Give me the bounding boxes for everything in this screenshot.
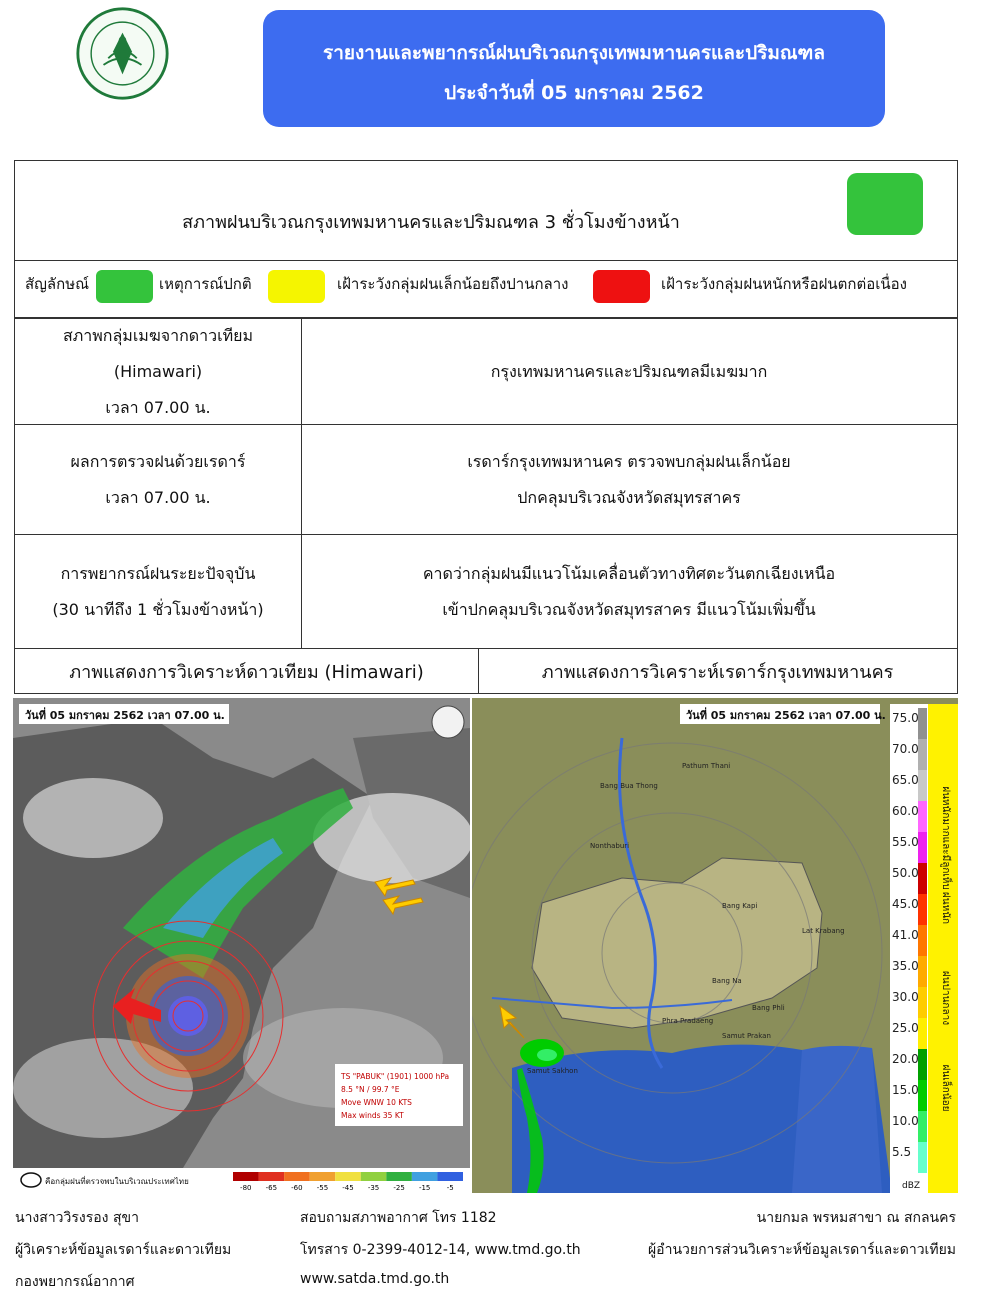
rain-status-heading: สภาพฝนบริเวณกรุงเทพมหานครและปริมณฑล 3 ชั่วโมงข้างหน้า [182, 212, 680, 233]
legend-label-light-moderate: เฝ้าระวังกลุ่มฝนเล็กน้อยถึงปานกลาง [337, 275, 569, 293]
radar-image-heading: ภาพแสดงการวิเคราะห์เรดาร์กรุงเทพมหานคร [541, 661, 894, 683]
radar-scale-swatch [918, 1080, 927, 1111]
radar-scale-label: 10.0 [892, 1114, 919, 1128]
satellite-scale-label: -55 [316, 1184, 329, 1192]
row-label-line: เวลา 07.00 น. [105, 487, 211, 507]
symbol-legend [14, 260, 958, 318]
row-value-line: คาดว่ากลุ่มฝนมีแนวโน้มเคลื่อนตัวทางทิศตะวันตกเฉียงเหนือ [422, 563, 836, 583]
satellite-image-heading: ภาพแสดงการวิเคราะห์ดาวเทียม (Himawari) [15, 649, 479, 693]
radar-category-label: ฝนหนัก [940, 891, 951, 925]
radar-scale-label: 41.0 [892, 928, 919, 942]
radar-scale-label: 25.0 [892, 1021, 919, 1035]
row-label-line: (Himawari) [113, 361, 203, 381]
satellite-scale-swatch [259, 1172, 285, 1181]
radar-scale-swatch [918, 956, 927, 987]
radar-scale-unit: dBZ [902, 1181, 921, 1191]
radar-scale-label: 65.0 [892, 773, 919, 787]
image-headers [14, 648, 958, 694]
seal-icon [432, 706, 464, 738]
satellite-scale-swatch [412, 1172, 438, 1181]
row-value [301, 319, 957, 424]
status-indicator-green [847, 173, 923, 235]
contact-fax-website: โทรสาร 0-2399-4012-14, www.tmd.go.th [300, 1242, 581, 1258]
satellite-scale-label: -5 [446, 1184, 454, 1192]
analyst-name: นางสาววิรงรอง สุขา [15, 1210, 139, 1226]
satellite-scale-label: -15 [418, 1184, 431, 1192]
satellite-scale-label: -25 [393, 1184, 405, 1192]
storm-info-line: TS "PABUK" (1901) 1000 hPa [341, 1072, 450, 1081]
satellite-scale-swatch [361, 1172, 387, 1181]
rain-status-header [14, 160, 958, 261]
radar-scale-swatch [918, 801, 927, 832]
radar-scale-label: 75.0 [892, 711, 919, 725]
row-value [301, 535, 957, 648]
radar-category-label: ฝนปานกลาง [940, 970, 951, 1026]
radar-category-label: ฝนหนักมากและมีลูกเห็บ [940, 786, 951, 890]
satellite-scale-swatch [310, 1172, 336, 1181]
radar-scale-label: 35.0 [892, 959, 919, 973]
row-label [15, 425, 302, 534]
legend-swatch-red [593, 270, 650, 303]
satellite-image [13, 698, 470, 1193]
report-date: ประจำวันที่ 05 มกราคม 2562 [444, 82, 704, 104]
satellite-scale-swatch [437, 1172, 463, 1181]
radar-scale-label: 20.0 [892, 1052, 919, 1066]
analyst-title: ผู้วิเคราะห์ข้อมูลเรดาร์และดาวเทียม [15, 1242, 232, 1258]
radar-rain-row [14, 424, 958, 535]
legend-label-heavy: เฝ้าระวังกลุ่มฝนหนักหรือฝนตกต่อเนื่อง [661, 275, 907, 293]
report-title-banner [263, 10, 885, 127]
legend-prefix: สัญลักษณ์ [25, 275, 90, 293]
report-title: รายงานและพยากรณ์ฝนบริเวณกรุงเทพมหานครและปริมณฑล [323, 42, 825, 64]
row-value-line: เข้าปกคลุมบริเวณจังหวัดสมุทรสาคร มีแนวโน้มเพิ่มขึ้น [442, 599, 816, 619]
row-label-line: (30 นาทีถึง 1 ชั่วโมงข้างหน้า) [52, 599, 264, 619]
radar-scale-swatch [918, 1018, 927, 1049]
row-value [301, 425, 957, 534]
satellite-scale-swatch [233, 1172, 259, 1181]
legend-label-normal: เหตุการณ์ปกติ [159, 275, 252, 293]
satellite-scale-label: -65 [265, 1184, 278, 1192]
satellite-scale-swatch [335, 1172, 361, 1181]
row-label [15, 535, 302, 648]
director-name: นายกมล พรหมสาขา ณ สกลนคร [756, 1210, 956, 1226]
radar-scale-swatch [918, 770, 927, 801]
radar-scale-label: 55.0 [892, 835, 919, 849]
radar-scale-swatch [918, 1142, 927, 1173]
radar-scale-swatch [918, 1049, 927, 1080]
radar-scale-swatch [918, 1111, 927, 1142]
satellite-legend-note: คือกลุ่มฝนที่ตรวจพบในบริเวณประเทศไทย [45, 1177, 189, 1186]
radar-scale-swatch [918, 925, 927, 956]
radar-scale-swatch [918, 987, 927, 1018]
row-label-line: เวลา 07.00 น. [105, 397, 211, 417]
map-place-label: Samut Sakhon [527, 1067, 578, 1075]
row-value-line: เรดาร์กรุงเทพมหานคร ตรวจพบกลุ่มฝนเล็กน้อย [467, 451, 791, 471]
radar-scale-label: 45.0 [892, 897, 919, 911]
map-place-label: Bang Phli [752, 1004, 785, 1012]
radar-scale-label: 60.0 [892, 804, 919, 818]
row-label [15, 319, 302, 424]
radar-scale-swatch [918, 739, 927, 770]
radar-scale-label: 50.0 [892, 866, 919, 880]
satellite-cloud-row [14, 318, 958, 425]
contact-website: www.satda.tmd.go.th [300, 1271, 450, 1287]
map-place-label: Bang Bua Thong [600, 782, 658, 790]
tmd-seal-icon [75, 6, 170, 101]
map-place-label: Bang Kapi [722, 902, 758, 910]
row-label-line: สภาพกลุ่มเมฆจากดาวเทียม [62, 325, 254, 345]
row-label-line: ผลการตรวจฝนด้วยเรดาร์ [70, 451, 246, 471]
satellite-timestamp: วันที่ 05 มกราคม 2562 เวลา 07.00 น. [25, 709, 225, 722]
radar-scale-label: 15.0 [892, 1083, 919, 1097]
storm-info-line: Move WNW 10 KTS [341, 1098, 412, 1107]
radar-scale-label: 30.0 [892, 990, 919, 1004]
map-place-label: Samut Prakan [722, 1032, 771, 1040]
storm-info-line: 8.5 °N / 99.7 °E [341, 1085, 400, 1094]
satellite-scale-swatch [386, 1172, 412, 1181]
map-place-label: Pathum Thani [682, 762, 731, 770]
director-title: ผู้อำนวยการส่วนวิเคราะห์ข้อมูลเรดาร์และดาวเทียม [647, 1242, 956, 1258]
row-value-line: ปกคลุมบริเวณจังหวัดสมุทรสาคร [517, 487, 741, 507]
map-place-label: Phra Pradaeng [662, 1017, 714, 1025]
contact-phone: สอบถามสภาพอากาศ โทร 1182 [300, 1210, 497, 1226]
legend-swatch-yellow [268, 270, 325, 303]
legend-swatch-green [96, 270, 153, 303]
row-label-line: การพยากรณ์ฝนระยะปัจจุบัน [60, 563, 256, 583]
satellite-scale-label: -45 [342, 1184, 354, 1192]
nowcast-row [14, 534, 958, 649]
radar-scale-swatch [918, 832, 927, 863]
satellite-scale-label: -80 [240, 1184, 252, 1192]
radar-scale-swatch [918, 863, 927, 894]
satellite-scale-label: -35 [367, 1184, 380, 1192]
radar-scale-label: 5.5 [892, 1145, 912, 1159]
radar-category-label: ฝนเล็กน้อย [940, 1064, 951, 1112]
radar-timestamp: วันที่ 05 มกราคม 2562 เวลา 07.00 น. [686, 709, 886, 722]
map-place-label: Lat Krabang [802, 927, 845, 935]
radar-image [472, 698, 958, 1193]
radar-scale-swatch [918, 708, 927, 739]
map-place-label: Bang Na [712, 977, 742, 985]
analyst-division: กองพยากรณ์อากาศ [15, 1274, 135, 1290]
row-value-line: กรุงเทพมหานครและปริมณฑลมีเมฆมาก [490, 361, 768, 381]
radar-scale-swatch [918, 894, 927, 925]
radar-scale-label: 70.0 [892, 742, 919, 756]
storm-info-line: Max winds 35 KT [341, 1111, 404, 1120]
satellite-scale-swatch [284, 1172, 310, 1181]
map-place-label: Nonthaburi [590, 842, 630, 850]
satellite-scale-label: -60 [291, 1184, 303, 1192]
